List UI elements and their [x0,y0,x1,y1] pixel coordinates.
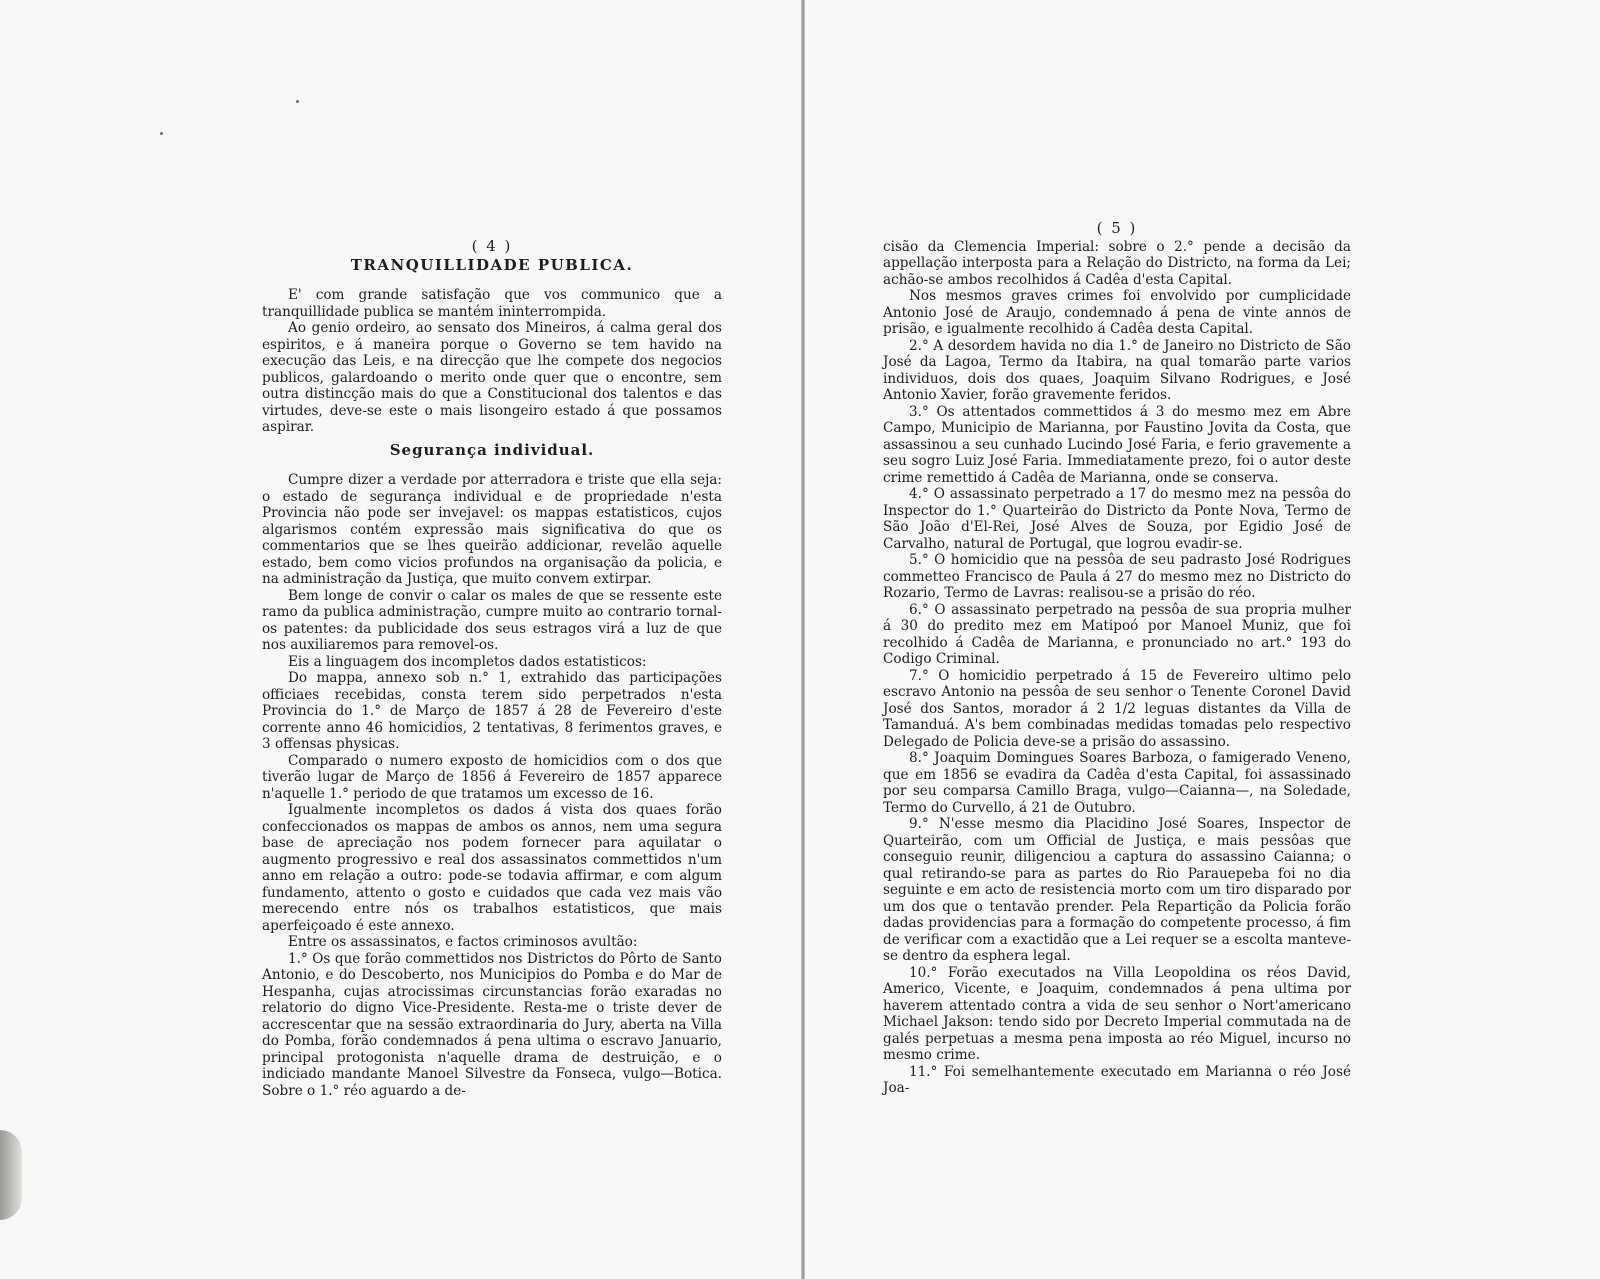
right-page [805,0,1600,1279]
paragraph: 10.° Forão executados na Villa Leopoldina os réos David, Americo, Vicente, e Joaquim, condemnados á pena ultima por haverem attentado contra a vida de seu senhor o Nort'americano Michael Jakson: tendo sido por Decreto Imperial commutada na de galés perpetuas a mesma pena imposta ao réo Miguel, incurso no mesmo crime. [883,964,1351,1063]
paragraph: 11.° Foi semelhantemente executado em Marianna o réo José Joa- [883,1063,1351,1096]
paragraph: 4.° O assassinato perpetrado a 17 do mesmo mez na pessôa do Inspector do 1.° Quarteirão do Districto da Ponte Nova, Termo de São João d'El-Rei, José Alves de Souza, por Egidio José de Carvalho, natural de Portugal, que logrou evadir-se. [883,486,1351,552]
scan-speck [296,100,299,103]
paragraph: Cumpre dizer a verdade por atterradora e triste que ella seja: o estado de segurança individual e de propriedade n'esta Provincia não pode ser invejavel: os mappas estatisticos, cujos algarismos contém expressão mais significativa do que os commentarios que se lhes queirão addicionar, revelão aquelle estado, bem como vicios profundos na organisação da policia, e na administração da Justiça, que muito convem extirpar. [262,472,722,587]
paragraph: 2.° A desordem havida no dia 1.° de Janeiro no Districto de São José da Lagoa, Termo da Itabira, na qual tomarão parte varios individuos, dois dos quaes, Joaquim Silvano Rodrigues, e José Antonio Xavier, forão gravemente feridos. [883,337,1351,403]
right-text-column [883,220,1351,1097]
scan-speck [160,132,163,135]
paragraph: cisão da Clemencia Imperial: sobre o 2.° pende a decisão da appellação interposta para a Relação do Districto, na forma da Lei; achão-se ambos recolhidos á Cadêa d'esta Capital. [883,238,1351,288]
paragraph: Do mappa, annexo sob n.° 1, extrahido das participações officiaes recebidas, consta terem sido perpetrados n'esta Provincia do 1.° de Março de 1857 á 28 de Fevereiro d'este corrente anno 46 homicidios, 2 tentativas, 8 ferimentos graves, e 3 offensas physicas. [262,670,722,752]
left-text-column [262,238,722,1099]
paragraph: 3.° Os attentados commettidos á 3 do mesmo mez em Abre Campo, Municipio de Marianna, por Faustino Jovita da Costa, que assassinou a seu cunhado Lucindo José Faria, e ferio gravemente a seu sogro Luiz José Faria. Immediatamente prezo, foi o autor deste crime remettido á Cadêa de Marianna, onde se conserva. [883,403,1351,486]
paragraph: Comparado o numero exposto de homicidios com o dos que tiverão lugar de Março de 1856 á Fevereiro de 1857 apparece n'aquelle 1.° periodo de que tratamos um excesso de 16. [262,752,722,802]
page-number-left: ( 4 ) [471,237,513,255]
page-edge-shadow [0,1130,22,1220]
paragraph: 9.° N'esse mesmo dia Placidino José Soares, Inspector de Quarteirão, com um Official de Justiça, e mais pessôas que conseguio reunir, diligenciou a captura do assassino Caianna; o qual retirando-se para as partes do Rio Parauepeba foi no dia seguinte e em acto de resistencia morto com um tiro disparado por um dos que o tentavão prender. Pela Repartição da Policia forão dadas providencias para a formação do competente processo, á fim de verificar com a exactidão que a Lei requer se a escolta manteve-se dentro da esphera legal. [883,816,1351,964]
paragraph: Entre os assassinatos, e factos criminosos avultão: [288,934,638,950]
page-number-right: ( 5 ) [1096,219,1138,237]
section-title-tranquillidade: TRANQUILLIDADE PUBLICA. [350,255,634,274]
paragraph: Igualmente incompletos os dados á vista dos quaes forão confeccionados os mappas de ambos os annos, nem uma segura base de apreciação nos podem fornecer para aquilatar o augmento progressivo e real dos assassinatos commettidos n'um anno em relação a outro: pode-se todavia affirmar, e com algum fundamento, attento o gosto e cuidados que cada vez mais vão merecendo entre nós os trabalhos estatisticos, que mais aperfeiçoado é este annexo. [262,802,722,934]
paragraph: 1.° Os que forão commettidos nos Districtos do Pôrto de Santo Antonio, e do Descoberto, nos Municipios do Pomba e do Mar de Hespanha, cujas atrocissimas circunstancias forão exaradas no relatorio do digno Vice-Presidente. Resta-me o triste dever de accrescentar que na sessão extraordinaria do Jury, aberta na Villa do Pomba, forão condemnados á pena ultima o escravo Januario, principal protogonista n'aquelle drama de destruição, e o indiciado mandante Manoel Silvestre da Fonseca, vulgo—Botica. Sobre o 1.° réo aguardo a de- [262,950,722,1099]
subsection-title-seguranca: Segurança individual. [389,440,595,459]
paragraph: Ao genio ordeiro, ao sensato dos Mineiros, á calma geral dos espiritos, e á maneira porque o Governo se tem havido na execução das Leis, e na direcção que lhe compete dos negocios publicos, galardoando o merito onde quer que o encontre, sem outra distincção mais do que a Constitucional dos talentos e das virtudes, deve-se este o mais lisongeiro estado á que possamos aspirar. [262,320,722,435]
paragraph: Nos mesmos graves crimes foi envolvido por cumplicidade Antonio José de Araujo, condemnado á pena de vinte annos de prisão, e igualmente recolhido á Cadêa desta Capital. [883,288,1351,337]
paragraph: 8.° Joaquim Domingues Soares Barboza, o famigerado Veneno, que em 1856 se evadira da Cadêa d'esta Capital, foi assassinado por seu comparsa Camillo Braga, vulgo—Caianna—, na Soledade, Termo do Curvello, á 21 de Outubro. [883,750,1351,816]
paragraph: Eis a linguagem dos incompletos dados estatisticos: [288,653,647,670]
paragraph: Bem longe de convir o calar os males de que se ressente este ramo da publica administração, cumpre muito ao contrario tornal-os patentes: da publicidade dos seus estragos virá a luz de que nos auxiliaremos para removel-os. [262,587,722,653]
paragraph: 7.° O homicidio perpetrado á 15 de Fevereiro ultimo pelo escravo Antonio na pessôa de seu senhor o Tenente Coronel David José dos Santos, morador á 2 1/2 leguas distantes da Villa de Tamanduá. A's bem combinadas medidas tomadas pelo respectivo Delegado de Policia deve-se a prisão do assassino. [883,667,1351,750]
paragraph: 6.° O assassinato perpetrado na pessôa de sua propria mulher á 30 do predito mez em Matipoó por Manoel Muniz, que foi recolhido á Cadêa de Marianna, e pronunciado no art.° 193 do Codigo Criminal. [883,601,1351,667]
paragraph: E' com grande satisfação que vos communico que a tranquillidade publica se mantém ininterrompida. [262,287,722,320]
paragraph: 5.° O homicidio que na pessôa de seu padrasto José Rodrigues commetteo Francisco de Paula á 27 do mesmo mez no Districto do Rozario, Termo de Lavras: realisou-se a prisão do réo. [883,552,1351,601]
